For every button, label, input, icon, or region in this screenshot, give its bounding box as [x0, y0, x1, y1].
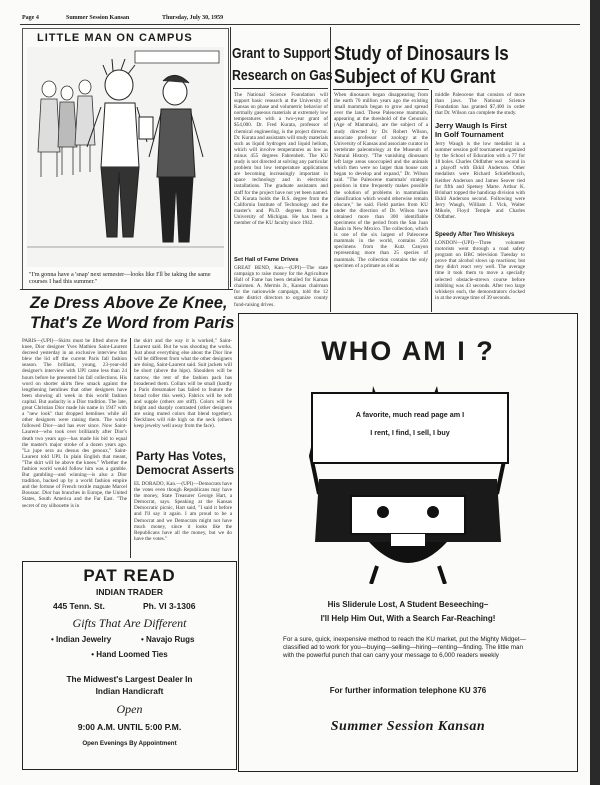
paper-name: Summer Session Kansan	[66, 15, 130, 21]
party-article-body: EL DORADO, Kan.—(UPI)—Democrats have the votes even though Republicans may have the money, State Treasurer George Hart, a Democrat, says. Speaking at the Kansas Democratic picnic, Hart said, "I said it before and I'll say it again. I am proud to be a Democrat and we Democrats might not have much money, since it looks like the Republicans have all the money, but we do have the votes."	[134, 481, 232, 542]
pat-read-evenings: Open Evenings By Appointment	[82, 740, 177, 747]
golf-article-body: Jerry Waugh is the low medalist in a summer session golf tournament organized by the School of Education with a 77 for 18 holes. Charles Oldfather won second in a playoff with Ekkil Anderson. Other medalists were Richard Schiefelbusch, Keither Anderson and James Seaver tied for fifth and Spetsey Marte. Arthur K. Brinhart topped the handicap division with Ekkil Anderson second. Following were Jerry Waugh, William J. Vick, Walter Mikole, Floyd Temple and Charles Oldfather.	[435, 141, 525, 221]
column-rule	[230, 27, 231, 287]
pat-read-ad	[22, 561, 237, 770]
headline-rule	[233, 88, 328, 89]
ze-headline-line-2: That's Ze Word from Paris	[30, 314, 235, 332]
who-am-i-info: For further information telephone KU 376	[329, 686, 487, 695]
who-am-i-card	[311, 392, 509, 464]
whiskey-headline: Speedy After Two Whiskeys	[435, 232, 515, 238]
page-number: Page 4	[22, 15, 39, 21]
golf-headline-line-2: In Golf Tournament	[435, 130, 504, 139]
pat-read-item-rugs: • Navajo Rugs	[141, 635, 195, 644]
party-headline-line-1: Party Has Votes,	[136, 451, 226, 463]
dino-article-column-2: middle Paleocene that consists of more than jaws. The National Science Foundation has granted $7,400 in order that Dr. Wilson can complete the study.	[435, 92, 525, 117]
ze-headline-line-1: Ze Dress Above Ze Knee,	[30, 294, 228, 312]
who-am-i-card-line-2: I rent, I find, I sell, I buy	[370, 428, 450, 437]
who-am-i-body: For a sure, quick, inexpensive method to reach the KU market, put the Mighty Midget—classified ad to work for you—buying—selling—hiring—renting—finding. The little man with the powerful punch that can carry your message to 6,000 readers weekly	[283, 636, 526, 659]
pat-read-hours: 9:00 A.M. UNTIL 5:00 P.M.	[77, 722, 182, 732]
ze-article-column-1: PARIS—(UPI)—Skirts must be lifted above the knee, Dior designer Yves Mathieu Saint-Laurent decreed yesterday in an exclusive interview that blew the lid off the current Paris fall fashion season. The brilliant, young, 23-year-old designer's interview with UPI came less than 24 hours before he presented his fall collections. His word on shorter skirts flew smack against the lengthening hemlines that other designers have been showing all week in this world fashion capital. But audacity is a Dior tradition. The late, great Christian Dior made his name in 1947 with a "new look" that dropped hemlines while all other designers were raising them. The world followed Dior—and has ever since. Now Saint-Laurent—who took over brilliantly after Dior's death two years ago—has made his bid to equal the master's major stroke of a dozen years ago. "La jupe sera au dessus des genoux," Saint-Laurent told UPI. In plain English that meant, "The skirt will be above the knees." Whether the fashion world would follow him was a gamble. But gambling—and winning—is also a Dior tradition, backed up by a world fashion empire and the fortune of French textile magnate Marcel Boussac. Dior has branches in Europe, the United States, South America and the Far East. "The secret of my silhouette is in	[22, 338, 127, 509]
gas-article-body: The National Science Foundation will support basic research at the University of Kansas on phase and volumetric behavior of normally gaseous materials at extremely low temperatures with a two-year grant of $54,000. Dr. Fred Kurata, professor of chemical engineering, is the project director. Dr. Kurata and assistants will study materials such as liquid hydrogen and liquid helium, which will involve temperatures as low as minus 455 degrees Fahrenheit. The KU study is not directed at solving any particular problem but low temperature applications are becoming increasingly important in space technology and in electronic installations. The graduate assistants and staff for the project have not yet been named. Dr. Kurata holds the B.S. degree from the California Institute of Technology and the master's and Ph.D. degrees from the University of Michigan. He has been a member of the KU faculty since 1942.	[234, 92, 328, 226]
gas-headline-line-2: Research on Gas	[232, 67, 333, 84]
pat-read-open-label: Open	[116, 702, 143, 716]
hall-of-fame-subhead: Set Hall of Fame Drives	[234, 257, 299, 263]
who-am-i-headline-2: I'll Help Him Out, With a Search Far-Reaching!	[320, 614, 496, 623]
headline-rule	[333, 89, 429, 90]
pat-read-subtitle: INDIAN TRADER	[95, 587, 164, 597]
pat-read-item-ties: • Hand Loomed Ties	[91, 650, 168, 659]
issue-date: Thursday, July 30, 1959	[162, 15, 224, 21]
pat-read-phone: Ph. VI 3-1306	[143, 601, 196, 611]
pat-read-title: PAT READ	[83, 566, 176, 585]
pat-read-address: 445 Tenn. St.	[53, 601, 105, 611]
records-office-sign	[135, 51, 219, 63]
dino-headline-line-2: Subject of KU Grant	[334, 66, 496, 88]
who-am-i-headline-1: His Sliderule Lost, A Student Beseeching–	[327, 600, 489, 609]
cartoon-drawing	[27, 47, 224, 267]
golf-headline-line-1: Jerry Waugh Is First	[435, 121, 507, 130]
hall-of-fame-body: GREAT BEND, Kan.—(UPI)—The state campaign to raise money for the Agriculture Hall of Fame has been detailed for Kansas chairmen. A. Mermis Jr., Kansas chairman for the nationwide campaign, told the 12 state district directors to organize county fund-raising drives.	[234, 265, 328, 308]
cartoon-caption: "I'm gonna have a 'snap' next semester—looks like I'll be taking the same courses I had this summer."	[29, 271, 211, 285]
column-rule	[431, 90, 432, 312]
pat-read-line-2: Indian Handicraft	[95, 686, 164, 696]
party-headline-line-2: Democrat Asserts	[136, 465, 235, 477]
cartoon-panel	[22, 28, 229, 290]
pat-read-slogan: Gifts That Are Different	[72, 616, 187, 630]
page-gutter	[590, 0, 600, 785]
who-am-i-ad	[238, 313, 578, 772]
header-rule	[20, 24, 580, 25]
dino-article-column-1: When dinosaurs began disappearing from the earth 70 million years ago the existing small mammals began to grow and spread over the land. These Paleocene mammals, appearing at the threshold of the Cenozoic (Age of Mammals), are the subject of a study directed by Dr. Robert Wilson, associate professor of zoology at the University of Kansas and associate curator in vertebrate paleontology at the Museum of Natural History. "The vanishing dinosaurs left large areas unoccupied and the animals which then were no larger than house cats began to develop and expand," Dr. Wilson said. "The Paleocene mammals' strategic position in time frequently makes possible the solution of problems in mammalian classification which would otherwise remain obscure," he said. Field parties from KU under the direction of Dr. Wilson have obtained more than 300 identifiable specimens of the period from the San Juan Basin in New Mexico. The collection, which is one of the six largest of Paleocene mammals in the world, contains 250 specimens from the Kutz Canyon representing more than 25 species of mammals. The collection contains the only specimen of a primate as old as	[334, 92, 428, 269]
dino-headline-line-1: Study of Dinosaurs Is	[334, 43, 509, 65]
whiskey-article-body: LONDON—(UPI)—Three volunteer motorists went through a road safety program on BBC television Tuesday to prove that alcohol slows up reactions; but they didn't react very well. The average time it took them to move a specially selected obstacle-strewn course before imbibing was 43 seconds. After two large whiskeys each, the demonstrators clocked in at the average time of 39 seconds.	[435, 240, 525, 301]
ze-article-column-2: the skirt and the way it is worked," Saint-Laurent said. But he was shooting the works. Just about everything else about the Dior line will be different from what the other designers are doing, Saint-Laurent said. Suit jackets will be short (above the hips). Shoulders will be narrow, the rest of the fashion pack has broadened them. Collars will be small (hardly a Paris dressmaker has failed to feature the broad roller this week). Fabrics will be soft and supple (others are stiff). Colors will be bright and sharply contrasted (other designers are using muted colors that blend together). Necklines will ride high on the neck (others keep jewelry well away from the face).	[134, 338, 232, 430]
who-am-i-card-line-1: A favorite, much read page am I	[355, 410, 465, 419]
cartoon-title: LITTLE MAN ON CAMPUS	[37, 32, 193, 44]
who-am-i-title: WHO AM I ?	[321, 336, 495, 366]
gas-headline-line-1: Grant to Support	[232, 45, 331, 62]
pat-read-line-1: The Midwest's Largest Dealer In	[66, 674, 193, 684]
who-am-i-footer: Summer Session Kansan	[330, 719, 486, 734]
column-rule	[130, 338, 131, 558]
section-rule	[20, 289, 233, 290]
pat-read-item-jewelry: • Indian Jewelry	[51, 635, 112, 644]
